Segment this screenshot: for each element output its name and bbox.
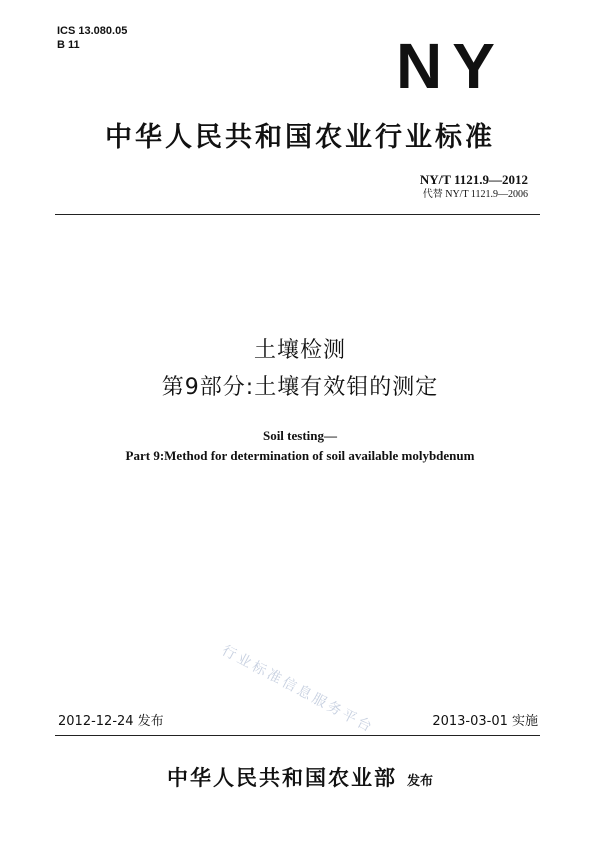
standard-number: NY/T 1121.9—2012 <box>419 172 528 187</box>
replaces-standard: 代替 NY/T 1121.9—2006 <box>422 189 528 200</box>
chinese-title-line-2: 第9部分:土壤有效钼的测定 <box>161 375 439 400</box>
chinese-title-line-1: 土壤检测 <box>253 338 346 363</box>
english-title-line-1: Soil testing— <box>262 428 338 443</box>
publisher-action: 发布 <box>406 774 433 789</box>
top-divider <box>55 214 540 215</box>
watermark: 行业标准信息服务平台 <box>219 642 377 737</box>
issue-date: 2012-12-24 发布 <box>58 714 164 729</box>
english-title-line-2: Part 9:Method for determination of soil available molybdenum <box>125 448 475 463</box>
ny-logo: NY <box>396 30 505 102</box>
bottom-divider <box>55 735 540 736</box>
implementation-date: 2013-03-01 实施 <box>432 714 538 729</box>
publisher-org: 中华人民共和国农业部 <box>166 766 397 790</box>
ccs-code: B 11 <box>57 39 80 51</box>
standard-number-block <box>420 172 528 202</box>
classification-codes <box>57 24 127 52</box>
publisher-line <box>0 762 600 792</box>
standard-category-title: 中华人民共和国农业行业标准 <box>105 122 495 153</box>
ics-code: ICS 13.080.05 <box>57 25 128 37</box>
